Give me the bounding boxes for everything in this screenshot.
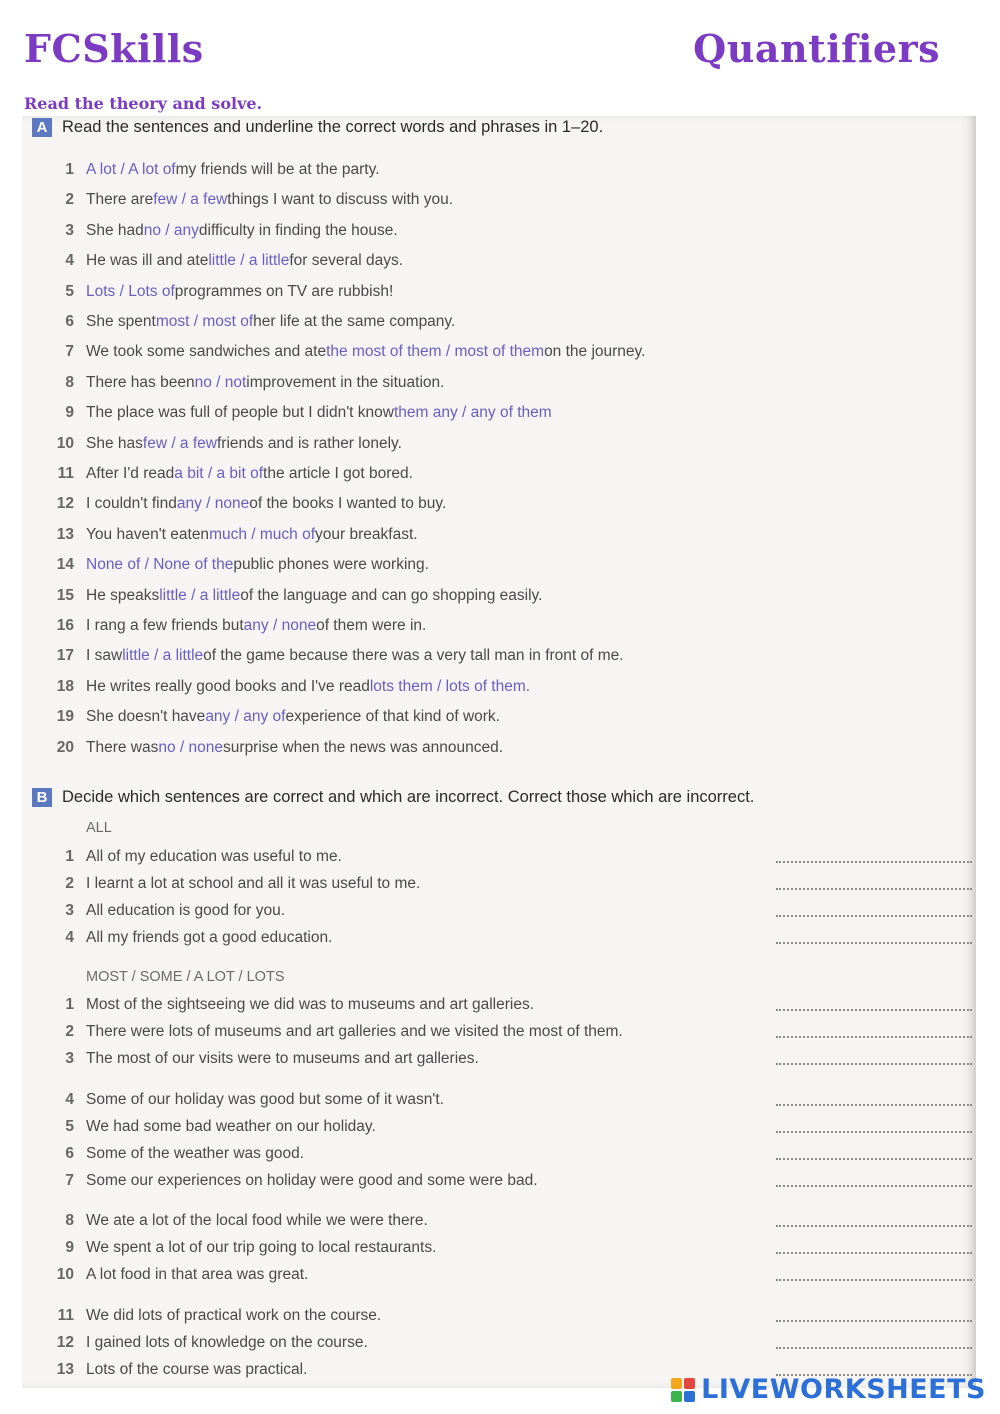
sentence-text: There were lots of museums and art galleries and we visited the most of them.: [86, 1023, 623, 1040]
sentence-text: I saw: [86, 647, 123, 665]
answer-choice[interactable]: much / much of: [209, 525, 316, 543]
section-a-item: [46, 705, 500, 729]
section-a-item: [46, 553, 429, 577]
section-b-item: [46, 1020, 623, 1044]
answer-choice[interactable]: them any / any of them: [393, 404, 552, 422]
sentence-text: She had: [86, 221, 144, 239]
answer-line[interactable]: [776, 1337, 972, 1349]
section-a-title: Read the sentences and underline the correct words and phrases in 1–20.: [62, 118, 604, 136]
sentence-text: He was ill and ate: [86, 252, 209, 270]
logo-text: LIVEWORKSHEETS: [701, 1374, 986, 1405]
section-b-heading: [32, 788, 754, 807]
sentence-text: There has been: [86, 373, 195, 391]
sentence-text: programmes on TV are rubbish!: [174, 282, 394, 300]
sentence-text: Lots of the course was practical.: [86, 1361, 308, 1378]
section-a-item: [46, 675, 530, 699]
sentence-text: I rang a few friends but: [86, 617, 244, 634]
answer-line[interactable]: [776, 1242, 972, 1254]
sentence-text: She has: [86, 434, 143, 452]
sentence-text: I couldn't find: [86, 495, 177, 513]
sentence-text: of the language and can go shopping easily.: [240, 586, 543, 604]
answer-choice[interactable]: lots them / lots of them.: [369, 677, 531, 695]
item-number: 3: [65, 902, 74, 919]
sentence-text: He writes really good books and I've read: [86, 677, 370, 695]
item-number: 4: [65, 252, 74, 270]
sentence-text: Some of the weather was good.: [86, 1145, 304, 1162]
logo-grid-icon: [671, 1378, 695, 1402]
item-number: 11: [57, 465, 74, 482]
sentence-text: There are: [86, 191, 154, 209]
section-b-group-heading: ALL: [86, 820, 112, 836]
logo-square: [684, 1391, 695, 1402]
item-number: 3: [65, 1050, 74, 1067]
answer-choice[interactable]: a bit / a bit of: [174, 465, 264, 482]
answer-choice[interactable]: most / most of: [155, 313, 254, 330]
sentence-text: I gained lots of knowledge on the course.: [86, 1334, 368, 1351]
answer-choice[interactable]: the most of them / most of them: [326, 343, 545, 361]
section-a-item: [46, 462, 413, 486]
sentence-text: There was: [86, 738, 159, 756]
sentence-text: She doesn't have: [86, 708, 206, 726]
sentence-text: The most of our visits were to museums and art galleries.: [86, 1050, 479, 1067]
answer-choice[interactable]: A lot / A lot of: [86, 161, 176, 178]
item-number: 14: [56, 556, 74, 574]
item-number: 9: [65, 404, 74, 422]
item-number: 16: [56, 617, 74, 634]
section-b-item: [46, 1358, 307, 1382]
item-number: 10: [56, 1266, 74, 1283]
section-a-item: [46, 340, 645, 364]
item-number: 6: [65, 1145, 74, 1162]
answer-choice[interactable]: little / a little: [159, 586, 241, 604]
answer-choice[interactable]: Lots / Lots of: [86, 282, 175, 300]
sentence-text: Most of the sightseeing we did was to museums and art galleries.: [86, 996, 535, 1013]
sentence-text: Some our experiences on holiday were good and some were bad.: [86, 1172, 538, 1189]
answer-choice[interactable]: no / any: [143, 221, 199, 239]
item-number: 11: [57, 1307, 74, 1324]
section-b-item: [46, 1047, 479, 1071]
item-number: 18: [56, 677, 74, 695]
section-a-item: [46, 432, 402, 456]
section-a-item: [46, 736, 503, 760]
sentence-text: All education is good for you.: [86, 902, 286, 919]
item-number: 12: [56, 495, 74, 513]
item-number: 2: [65, 191, 74, 209]
worksheet-scan: [22, 116, 976, 1388]
section-a-heading: [32, 118, 603, 137]
sentence-text: improvement in the situation.: [246, 373, 445, 391]
section-b-label: B: [32, 788, 52, 807]
section-b-item: [46, 1115, 376, 1139]
sentence-text: my friends will be at the party.: [175, 161, 380, 178]
answer-line[interactable]: [776, 1310, 972, 1322]
item-number: 13: [56, 525, 74, 543]
sentence-text: We took some sandwiches and ate: [86, 343, 327, 361]
sentence-text: of the game because there was a very tall man in front of me.: [203, 647, 624, 665]
sentence-text: The place was full of people but I didn't know: [86, 404, 394, 422]
section-a-item: [46, 280, 393, 304]
sentence-text: All my friends got a good education.: [86, 929, 333, 946]
section-b-item: [46, 1304, 381, 1328]
item-number: 4: [65, 1091, 74, 1108]
section-a-label: A: [32, 118, 52, 137]
brand-title: FCSkills: [24, 26, 204, 71]
answer-choice[interactable]: no / not: [194, 373, 247, 391]
sentence-text: things I want to discuss with you.: [227, 191, 454, 209]
section-a-item: [46, 614, 426, 638]
answer-choice[interactable]: few / a few: [142, 434, 217, 452]
answer-choice[interactable]: None of / None of the: [86, 556, 234, 574]
answer-line[interactable]: [776, 1215, 972, 1227]
logo-square: [671, 1391, 682, 1402]
instruction-text: Read the theory and solve.: [24, 94, 263, 113]
sentence-text: We spent a lot of our trip going to local restaurants.: [86, 1239, 437, 1256]
item-number: 5: [65, 282, 74, 300]
section-b-item: [46, 1209, 428, 1233]
sentence-text: friends and is rather lonely.: [216, 434, 402, 452]
section-a-item: [46, 584, 542, 608]
item-number: 8: [65, 1212, 74, 1229]
sentence-text: the article I got bored.: [263, 465, 413, 482]
answer-choice[interactable]: any / none: [176, 495, 250, 513]
section-b-item: [46, 1169, 538, 1193]
section-b-item: [46, 926, 332, 950]
answer-choice[interactable]: no / none: [158, 738, 224, 756]
section-a-item: [46, 371, 444, 395]
logo-square: [684, 1378, 695, 1389]
sentence-text: on the journey.: [544, 343, 646, 361]
item-number: 12: [56, 1334, 74, 1351]
sentence-text: experience of that kind of work.: [285, 708, 500, 726]
answer-choice[interactable]: little / a little: [208, 252, 290, 270]
liveworksheets-logo: [671, 1374, 986, 1405]
section-b-item: [46, 1236, 436, 1260]
sentence-text: All of my education was useful to me.: [86, 848, 342, 865]
item-number: 13: [56, 1361, 74, 1378]
item-number: 17: [56, 647, 74, 665]
sentence-text: Some of our holiday was good but some of it wasn't.: [86, 1091, 444, 1108]
answer-choice[interactable]: few / a few: [153, 191, 228, 209]
sentence-text: surprise when the news was announced.: [223, 738, 504, 756]
item-number: 3: [65, 221, 74, 239]
section-b-item: [46, 872, 420, 896]
answer-line[interactable]: [776, 1121, 972, 1133]
item-number: 5: [65, 1118, 74, 1135]
answer-choice[interactable]: little / a little: [122, 647, 204, 665]
item-number: 9: [65, 1239, 74, 1256]
item-number: 7: [65, 343, 74, 361]
sentence-text: for several days.: [289, 252, 404, 270]
section-a-item: [46, 219, 398, 243]
sentence-text: You haven't eaten: [86, 525, 210, 543]
item-number: 1: [65, 161, 74, 178]
section-b-item: [46, 1142, 304, 1166]
sentence-text: We did lots of practical work on the course.: [86, 1307, 382, 1324]
section-a-item: [46, 523, 418, 547]
item-number: 7: [65, 1172, 74, 1189]
section-b-item: [46, 845, 342, 869]
answer-line[interactable]: [776, 905, 972, 917]
section-b-item: [46, 899, 285, 923]
answer-line[interactable]: [776, 878, 972, 890]
sentence-text: her life at the same company.: [253, 313, 456, 330]
sentence-text: She spent: [86, 313, 156, 330]
section-a-item: [46, 249, 403, 273]
answer-line[interactable]: [776, 851, 972, 863]
sentence-text: A lot food in that area was great.: [86, 1266, 309, 1283]
answer-line[interactable]: [776, 932, 972, 944]
sentence-text: I learnt a lot at school and all it was useful to me.: [86, 875, 421, 892]
section-a-item: [46, 158, 380, 182]
section-b-title: Decide which sentences are correct and which are incorrect. Correct those which are incorrect.: [62, 788, 755, 806]
answer-line[interactable]: [776, 1053, 972, 1065]
answer-line[interactable]: [776, 1175, 972, 1187]
item-number: 8: [65, 373, 74, 391]
item-number: 20: [56, 738, 74, 756]
answer-line[interactable]: [776, 1148, 972, 1160]
item-number: 4: [65, 929, 74, 946]
section-a-item: [46, 492, 446, 516]
topic-title: Quantifiers: [693, 26, 940, 71]
section-a-item: [46, 310, 455, 334]
logo-square: [671, 1378, 682, 1389]
item-number: 2: [65, 875, 74, 892]
section-b-item: [46, 1088, 444, 1112]
sentence-text: public phones were working.: [233, 556, 429, 574]
item-number: 10: [56, 434, 74, 452]
section-b-item: [46, 1263, 308, 1287]
answer-line[interactable]: [776, 999, 972, 1011]
section-a-item: [46, 188, 453, 212]
sentence-text: of them were in.: [316, 617, 427, 634]
item-number: 6: [65, 313, 74, 330]
answer-choice[interactable]: any / none: [243, 617, 317, 634]
sentence-text: After I'd read: [86, 465, 175, 482]
item-number: 2: [65, 1023, 74, 1040]
item-number: 1: [65, 996, 74, 1013]
item-number: 1: [65, 848, 74, 865]
section-a-item: [46, 401, 552, 425]
sentence-text: your breakfast.: [315, 525, 418, 543]
sentence-text: of the books I wanted to buy.: [249, 495, 447, 513]
answer-line[interactable]: [776, 1094, 972, 1106]
section-b-item: [46, 993, 534, 1017]
sentence-text: difficulty in finding the house.: [198, 221, 398, 239]
answer-choice[interactable]: any / any of: [205, 708, 286, 726]
answer-line[interactable]: [776, 1026, 972, 1038]
sentence-text: We ate a lot of the local food while we were there.: [86, 1212, 428, 1229]
sentence-text: He speaks: [86, 586, 160, 604]
item-number: 15: [56, 586, 74, 604]
section-b-group-heading: MOST / SOME / A LOT / LOTS: [86, 969, 285, 985]
section-b-item: [46, 1331, 368, 1355]
section-a-item: [46, 644, 624, 668]
answer-line[interactable]: [776, 1269, 972, 1281]
item-number: 19: [56, 708, 74, 726]
sentence-text: We had some bad weather on our holiday.: [86, 1118, 376, 1135]
